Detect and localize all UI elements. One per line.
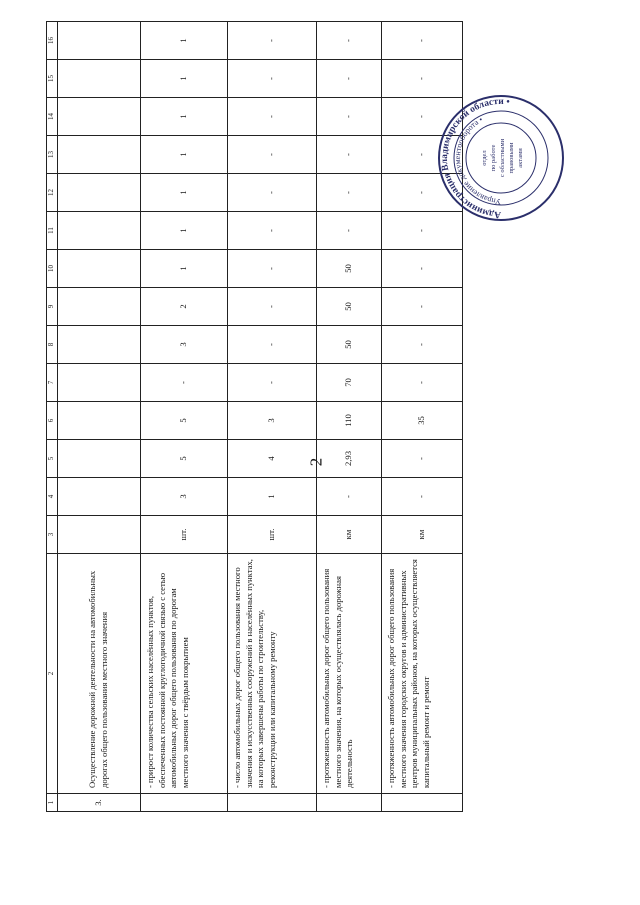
rotated-table-wrapper	[46, 32, 431, 812]
value-cell: -	[228, 60, 317, 98]
value-cell: -	[382, 364, 463, 402]
value-cell: 1	[141, 250, 228, 288]
stamp-center-line: по работе	[490, 144, 497, 172]
col-num: 10	[47, 250, 58, 288]
col-num: 15	[47, 60, 58, 98]
col-num: 5	[47, 440, 58, 478]
col-num: 8	[47, 326, 58, 364]
col-num: 1	[47, 794, 58, 812]
table-row	[317, 22, 382, 812]
value-cell: -	[382, 212, 463, 250]
value-cell: -	[228, 174, 317, 212]
indicator-text: - протяженность автомобильных дорог общего пользования местного значения, на которых осуществлялась дорожная деятельность	[317, 554, 382, 794]
unit-cell: шт.	[141, 516, 228, 554]
value-cell: -	[228, 326, 317, 364]
page-number: 2	[306, 457, 326, 467]
value-cell: -	[228, 136, 317, 174]
col-num: 6	[47, 402, 58, 440]
table-row	[141, 22, 228, 812]
value-cell: 2,93	[317, 440, 382, 478]
value-cell: -	[382, 136, 463, 174]
value-cell: -	[141, 364, 228, 402]
col-num: 9	[47, 288, 58, 326]
section-title: Осуществление дорожной деятельности на автомобильных дорогах общего пользования местного значения	[58, 554, 141, 794]
indicator-text: - протяженность автомобильных дорог общего пользования местного значения городских округов и административных центров муниципальных районов, на которых осуществляется капитальный ремонт и ремонт	[382, 554, 463, 794]
value-cell: 50	[317, 288, 382, 326]
value-cell: 5	[141, 440, 228, 478]
value-cell: -	[228, 98, 317, 136]
value-cell: 50	[317, 326, 382, 364]
value-cell: -	[317, 22, 382, 60]
col-num: 4	[47, 478, 58, 516]
value-cell: 4	[228, 440, 317, 478]
value-cell: -	[317, 174, 382, 212]
value-cell: 1	[141, 136, 228, 174]
indicator-text: - прирост количества сельских населённых пунктов, обеспеченных постоянной круглогодичной связью с сетью автомобильных дорог общего пользования по дорогам местного значения с твёрдым покрытием	[141, 554, 228, 794]
official-stamp	[436, 93, 566, 223]
col-num: 7	[47, 364, 58, 402]
col-num: 11	[47, 212, 58, 250]
section-number: 3.	[58, 794, 141, 812]
value-cell: -	[317, 212, 382, 250]
value-cell: 35	[382, 402, 463, 440]
value-cell: -	[382, 250, 463, 288]
indicators-table	[46, 21, 463, 812]
col-num: 13	[47, 136, 58, 174]
col-num: 12	[47, 174, 58, 212]
value-cell: -	[382, 22, 463, 60]
value-cell: 1	[141, 22, 228, 60]
stamp-inner-text: Управление документооборота •	[452, 114, 502, 207]
value-cell: 110	[317, 402, 382, 440]
indicator-text: - число автомобильных дорог общего пользования местного значения и искусственных сооружений в населённых пунктах, на которых завершены работы по строительству, реконструкции или капитальному ремонту	[228, 554, 317, 794]
stamp-center-line: правовыми	[508, 142, 515, 174]
value-cell: 3	[141, 326, 228, 364]
value-cell: -	[382, 174, 463, 212]
value-cell: 1	[228, 478, 317, 516]
value-cell: 50	[317, 250, 382, 288]
col-num: 16	[47, 22, 58, 60]
value-cell: 3	[228, 402, 317, 440]
value-cell: -	[228, 250, 317, 288]
table-row	[228, 22, 317, 812]
section-row	[58, 22, 141, 812]
value-cell: 2	[141, 288, 228, 326]
value-cell: -	[317, 98, 382, 136]
value-cell: 5	[141, 402, 228, 440]
unit-cell: км	[382, 516, 463, 554]
value-cell: 70	[317, 364, 382, 402]
stamp-outer-text: Администрация Владимирской области •	[439, 96, 511, 220]
value-cell: -	[382, 98, 463, 136]
value-cell: -	[382, 440, 463, 478]
col-num: 3	[47, 516, 58, 554]
value-cell: -	[228, 212, 317, 250]
col-num: 14	[47, 98, 58, 136]
value-cell: -	[382, 478, 463, 516]
value-cell: -	[228, 288, 317, 326]
value-cell: 1	[141, 60, 228, 98]
column-number-row	[47, 22, 58, 812]
value-cell: -	[317, 136, 382, 174]
stamp-center-line: актами	[517, 148, 524, 168]
value-cell: -	[317, 60, 382, 98]
stamp-center-line: с областными	[499, 138, 506, 178]
col-num: 2	[47, 554, 58, 794]
value-cell: 1	[141, 98, 228, 136]
unit-cell: км	[317, 516, 382, 554]
value-cell: -	[382, 288, 463, 326]
value-cell: -	[228, 22, 317, 60]
value-cell: -	[228, 364, 317, 402]
value-cell: 1	[141, 174, 228, 212]
value-cell: 3	[141, 478, 228, 516]
value-cell: -	[382, 60, 463, 98]
stamp-graphic	[436, 93, 566, 223]
unit-cell: шт.	[228, 516, 317, 554]
value-cell: -	[317, 478, 382, 516]
value-cell: -	[382, 326, 463, 364]
value-cell: 1	[141, 212, 228, 250]
stamp-center-line: отдел	[481, 150, 488, 166]
